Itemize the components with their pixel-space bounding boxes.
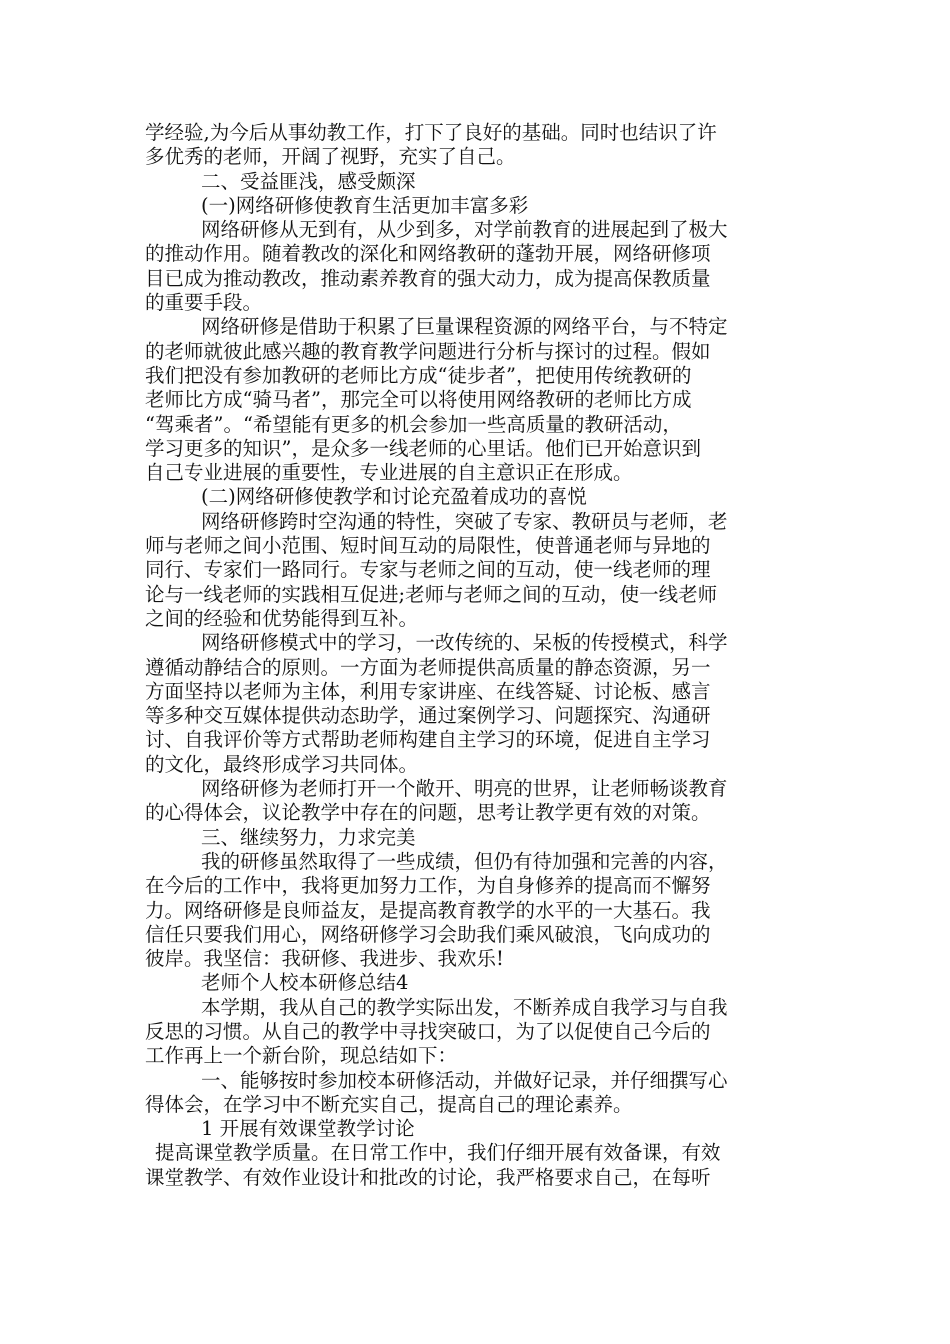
text-line: 一、能够按时参加校本研修活动，并做好记录，并仔细撰写心 (201, 1068, 728, 1092)
text-line: 信任只要我们用心，网络研修学习会助我们乘风破浪，飞向成功的 (145, 922, 711, 946)
text-line: (一)网络研修使教育生活更加丰富多彩 (201, 193, 529, 217)
text-line: 遵循动静结合的原则。一方面为老师提供高质量的静态资源，另一 (145, 655, 711, 679)
text-line: 讨、自我评价等方式帮助老师构建自主学习的环境，促进自主学习 (145, 728, 711, 752)
text-line: 之间的经验和优势能得到互补。 (145, 606, 419, 630)
text-line: 的文化，最终形成学习共同体。 (145, 752, 419, 776)
text-line: 我们把没有参加教研的老师比方成“徒步者”，把使用传统教研的 (145, 363, 692, 387)
text-line: 的推动作用。随着教改的深化和网络教研的蓬勃开展，网络研修项 (145, 242, 711, 266)
text-line: 在今后的工作中，我将更加努力工作，为自身修养的提高而不懈努 (145, 874, 711, 898)
text-line: 1 开展有效课堂教学讨论 (201, 1117, 415, 1141)
text-line: 等多种交互媒体提供动态助学，通过案例学习、问题探究、沟通研 (145, 704, 711, 728)
text-line: 师与老师之间小范围、短时间互动的局限性，使普通老师与异地的 (145, 534, 711, 558)
text-line: 我的研修虽然取得了一些成绩，但仍有待加强和完善的内容， (201, 849, 728, 873)
text-line: 网络研修跨时空沟通的特性，突破了专家、教研员与老师，老 (201, 509, 728, 533)
text-line: 自己专业进展的重要性，专业进展的自主意识正在形成。 (145, 461, 633, 485)
text-line: 论与一线老师的实践相互促进;老师与老师之间的互动，使一线老师 (145, 582, 718, 606)
text-line: 反思的习惯。从自己的教学中寻找突破口，为了以促使自己今后的 (145, 1019, 711, 1043)
text-line: 学习更多的知识”，是众多一线老师的心里话。他们已开始意识到 (145, 436, 701, 460)
text-line: 的重要手段。 (145, 291, 263, 315)
text-line: 工作再上一个新台阶，现总结如下： (145, 1044, 458, 1068)
text-line: 老师比方成“骑马者”，那完全可以将使用网络教研的老师比方成 (145, 388, 692, 412)
text-line: 目已成为推动教改，推动素养教育的强大动力，成为提高保教质量 (145, 266, 711, 290)
text-line: 方面坚持以老师为主体，利用专家讲座、在线答疑、讨论板、感言 (145, 679, 711, 703)
text-line: 本学期，我从自己的教学实际出发，不断养成自我学习与自我 (201, 995, 728, 1019)
text-line: 三、继续努力，力求完美 (201, 825, 416, 849)
text-line: “驾乘者”。“希望能有更多的机会参加一些高质量的教研活动， (145, 412, 682, 436)
text-line: 网络研修为老师打开一个敞开、明亮的世界，让老师畅谈教育 (201, 777, 728, 801)
text-line: 的心得体会，议论教学中存在的问题，思考让教学更有效的对策。 (145, 801, 711, 825)
text-line: 课堂教学、有效作业设计和批改的讨论，我严格要求自己，在每听 (145, 1165, 711, 1189)
text-line: 二、受益匪浅，感受颇深 (201, 169, 416, 193)
text-line: 提高课堂教学质量。在日常工作中，我们仔细开展有效备课，有效 (155, 1141, 721, 1165)
text-line: 同行、专家们一路同行。专家与老师之间的互动，使一线老师的理 (145, 558, 711, 582)
text-line: 力。网络研修是良师益友，是提高教育教学的水平的一大基石。我 (145, 898, 711, 922)
text-line: 得体会，在学习中不断充实自己，提高自己的理论素养。 (145, 1092, 633, 1116)
text-line: 的老师就彼此感兴趣的教育教学问题进行分析与探讨的过程。假如 (145, 339, 711, 363)
text-line: 网络研修是借助于积累了巨量课程资源的网络平台，与不特定 (201, 315, 728, 339)
text-line: 学经验,为今后从事幼教工作，打下了良好的基础。同时也结识了许 (145, 121, 717, 144)
document-body (145, 121, 805, 1190)
text-line: 多优秀的老师，开阔了视野，充实了自己。 (145, 145, 516, 169)
text-line: 老师个人校本研修总结4 (201, 971, 409, 995)
text-line: 彼岸。我坚信：我研修、我进步、我欢乐! (145, 947, 504, 971)
text-line: 网络研修模式中的学习，一改传统的、呆板的传授模式，科学 (201, 631, 728, 655)
text-line: 网络研修从无到有，从少到多，对学前教育的进展起到了极大 (201, 218, 728, 242)
text-line: (二)网络研修使教学和讨论充盈着成功的喜悦 (201, 485, 587, 509)
